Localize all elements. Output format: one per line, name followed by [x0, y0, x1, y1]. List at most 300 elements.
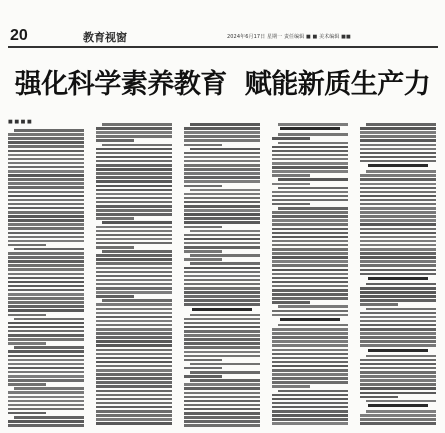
text-line	[8, 285, 84, 288]
text-line	[272, 297, 348, 300]
text-line	[96, 349, 172, 352]
text-line	[272, 236, 348, 239]
text-line	[272, 223, 348, 226]
text-line	[272, 373, 348, 376]
text-line	[360, 375, 436, 378]
text-line	[272, 203, 310, 206]
text-line	[272, 344, 348, 347]
text-line	[8, 412, 46, 415]
text-line	[360, 291, 436, 294]
paragraph-subheading	[368, 277, 428, 280]
text-line	[272, 418, 348, 421]
text-line	[8, 322, 84, 325]
text-line	[190, 379, 260, 382]
text-line	[8, 396, 84, 399]
text-line	[8, 314, 46, 317]
text-line	[184, 424, 260, 427]
text-line	[96, 172, 172, 175]
text-line	[102, 123, 172, 126]
text-line	[8, 309, 84, 312]
text-line	[360, 418, 436, 421]
text-line	[360, 127, 436, 130]
text-line	[96, 127, 172, 130]
text-line	[360, 236, 436, 239]
text-line	[96, 291, 172, 294]
text-line	[8, 223, 84, 226]
text-line	[8, 252, 84, 255]
text-line	[96, 328, 172, 331]
text-line	[190, 262, 260, 265]
text-line	[360, 211, 436, 214]
text-line	[184, 164, 260, 167]
text-line	[278, 207, 348, 210]
text-line	[8, 219, 84, 222]
text-line	[14, 387, 84, 390]
text-line	[272, 314, 348, 317]
text-line	[360, 232, 436, 235]
text-line	[8, 424, 84, 427]
text-line	[272, 349, 348, 352]
text-line	[102, 250, 172, 253]
text-line	[272, 195, 348, 198]
text-line	[8, 240, 84, 243]
text-line	[96, 246, 134, 249]
text-line	[360, 228, 436, 231]
paragraph-subheading	[368, 164, 428, 167]
text-line	[184, 359, 222, 362]
text-line	[272, 381, 348, 384]
page-header	[0, 0, 445, 46]
text-line	[8, 137, 84, 140]
text-line	[360, 392, 436, 395]
text-line	[184, 152, 260, 155]
text-line	[96, 410, 172, 413]
text-line	[8, 293, 84, 296]
text-line	[184, 226, 222, 229]
text-line	[8, 379, 84, 382]
text-line	[184, 185, 222, 188]
text-line	[360, 287, 436, 290]
text-line	[272, 385, 310, 388]
text-line	[272, 289, 348, 292]
text-line	[8, 297, 84, 300]
text-line	[360, 332, 436, 335]
text-line	[190, 148, 260, 151]
text-line	[8, 404, 84, 407]
text-line	[272, 357, 348, 360]
text-line	[184, 168, 260, 171]
text-line	[278, 142, 348, 145]
text-line	[360, 139, 436, 142]
text-line	[96, 303, 172, 306]
text-line	[8, 400, 84, 403]
text-line	[272, 162, 348, 165]
text-line	[184, 242, 260, 245]
issue-info: 2024年6月17日 星期一 责任编辑 ■ ■ 美术编辑 ■■	[227, 34, 351, 40]
paragraph-subheading	[368, 349, 428, 352]
text-line	[360, 379, 436, 382]
text-line	[360, 252, 436, 255]
text-line	[96, 402, 172, 405]
text-line	[184, 144, 222, 147]
text-line	[96, 385, 172, 388]
text-line	[272, 410, 348, 413]
text-line	[96, 279, 172, 282]
text-line	[360, 144, 436, 147]
text-line	[96, 160, 172, 163]
text-line	[96, 336, 172, 339]
text-line	[8, 264, 84, 267]
text-line	[96, 373, 172, 376]
text-line	[278, 187, 348, 190]
text-line	[360, 422, 436, 425]
text-line	[360, 363, 436, 366]
text-line	[8, 166, 84, 169]
text-line	[96, 369, 172, 372]
article-headline	[0, 62, 445, 101]
headline-part-1: 强化科学素养教育	[14, 69, 227, 100]
text-line	[366, 170, 436, 173]
text-line	[96, 390, 172, 393]
text-line	[360, 273, 436, 276]
text-line	[360, 328, 436, 331]
text-line	[360, 160, 436, 163]
text-line	[272, 248, 348, 251]
text-line	[272, 240, 348, 243]
text-line	[190, 123, 260, 126]
text-column	[184, 117, 260, 429]
text-line	[14, 248, 84, 251]
text-line	[190, 230, 260, 233]
text-line	[272, 269, 348, 272]
text-line	[8, 227, 84, 230]
text-line	[96, 135, 172, 138]
text-line	[184, 330, 260, 333]
text-line	[8, 256, 84, 259]
text-line	[96, 176, 172, 179]
text-line	[272, 150, 348, 153]
text-line	[184, 271, 260, 274]
text-line	[8, 133, 84, 136]
page-number: 20	[10, 27, 28, 44]
text-line	[8, 141, 84, 144]
text-line	[272, 377, 348, 380]
text-line	[184, 322, 260, 325]
text-line	[14, 346, 84, 349]
text-line	[8, 199, 84, 202]
text-line	[360, 240, 436, 243]
text-line	[184, 375, 222, 378]
text-line	[96, 332, 172, 335]
text-line	[184, 201, 260, 204]
text-line	[8, 334, 84, 337]
text-line	[184, 213, 260, 216]
text-line	[272, 215, 348, 218]
text-line	[272, 293, 348, 296]
text-line	[360, 203, 436, 206]
text-line	[360, 383, 436, 386]
text-line	[8, 207, 84, 210]
text-line	[272, 199, 348, 202]
text-line	[96, 242, 172, 245]
text-line	[366, 355, 436, 358]
text-line	[102, 299, 172, 302]
text-line	[102, 221, 172, 224]
text-line	[272, 394, 348, 397]
text-line	[8, 158, 84, 161]
text-line	[8, 367, 84, 370]
text-line	[360, 148, 436, 151]
text-line	[8, 359, 84, 362]
text-line	[96, 406, 172, 409]
text-line	[278, 123, 348, 126]
text-line	[8, 268, 84, 271]
text-line	[102, 144, 172, 147]
text-line	[96, 217, 134, 220]
text-line	[184, 217, 260, 220]
text-line	[8, 145, 84, 148]
text-line	[184, 396, 260, 399]
text-line	[96, 287, 172, 290]
text-line	[360, 371, 436, 374]
text-line	[184, 416, 260, 419]
text-line	[96, 365, 172, 368]
text-line	[184, 193, 260, 196]
text-line	[8, 355, 84, 358]
text-line	[272, 183, 310, 186]
text-line	[8, 170, 84, 173]
text-line	[96, 238, 172, 241]
text-line	[360, 367, 436, 370]
text-line	[184, 135, 260, 138]
text-line	[184, 412, 260, 415]
text-line	[8, 182, 84, 185]
text-line	[96, 254, 172, 257]
text-line	[184, 160, 260, 163]
text-line	[8, 289, 84, 292]
text-line	[184, 283, 260, 286]
text-line	[8, 154, 84, 157]
text-line	[8, 363, 84, 366]
text-line	[8, 281, 84, 284]
text-line	[184, 172, 260, 175]
text-line	[8, 371, 84, 374]
text-line	[8, 342, 46, 345]
text-line	[184, 351, 260, 354]
text-line	[96, 308, 172, 311]
text-column	[96, 117, 172, 429]
text-line	[8, 338, 84, 341]
text-line	[184, 400, 260, 403]
text-line	[360, 207, 436, 210]
text-line	[184, 334, 260, 337]
text-line	[360, 191, 436, 194]
text-line	[8, 195, 84, 198]
text-line	[96, 234, 172, 237]
text-line	[272, 406, 348, 409]
text-line	[360, 359, 436, 362]
text-line	[184, 299, 260, 302]
text-line	[184, 420, 260, 423]
text-line	[96, 344, 172, 347]
text-line	[272, 285, 348, 288]
text-line	[96, 275, 172, 278]
text-line	[272, 228, 348, 231]
text-line	[8, 408, 84, 411]
text-line	[360, 336, 436, 339]
text-line	[272, 273, 348, 276]
text-line	[96, 201, 172, 204]
text-line	[360, 187, 436, 190]
text-line	[360, 295, 436, 298]
text-line	[272, 281, 348, 284]
text-line	[184, 238, 260, 241]
text-line	[184, 303, 260, 306]
text-line	[272, 260, 348, 263]
text-line	[8, 186, 84, 189]
text-line	[96, 168, 172, 171]
text-line	[14, 129, 84, 132]
text-line	[184, 209, 260, 212]
text-line	[96, 209, 172, 212]
text-line	[360, 260, 436, 263]
text-line	[272, 422, 348, 425]
text-line	[184, 295, 260, 298]
text-line	[184, 291, 260, 294]
text-line	[184, 275, 260, 278]
text-line	[96, 205, 172, 208]
text-line	[272, 365, 348, 368]
text-line	[272, 336, 348, 339]
text-line	[272, 137, 310, 140]
text-line	[96, 152, 172, 155]
text-line	[96, 131, 172, 134]
text-line	[96, 267, 172, 270]
paragraph-subheading	[192, 308, 252, 311]
text-line	[184, 383, 260, 386]
text-line	[360, 344, 436, 347]
text-line	[272, 398, 348, 401]
text-line	[14, 416, 84, 419]
text-line	[184, 392, 260, 395]
text-line	[184, 338, 260, 341]
text-line	[96, 361, 172, 364]
text-line	[360, 215, 436, 218]
text-line	[184, 139, 260, 142]
text-line	[8, 330, 84, 333]
text-line	[8, 174, 84, 177]
text-column	[8, 117, 84, 429]
text-line	[272, 361, 348, 364]
text-line	[272, 353, 348, 356]
text-line	[96, 164, 172, 167]
text-line	[8, 150, 84, 153]
text-line	[272, 277, 348, 280]
text-line	[96, 316, 172, 319]
text-line	[96, 422, 172, 425]
text-line	[184, 180, 260, 183]
text-line	[184, 246, 260, 249]
text-line	[184, 156, 260, 159]
text-line	[96, 189, 172, 192]
text-line	[366, 400, 436, 403]
text-line	[96, 394, 172, 397]
text-line	[96, 271, 172, 274]
text-line	[360, 340, 436, 343]
text-line	[278, 390, 348, 393]
text-line	[8, 244, 46, 247]
text-line	[272, 414, 348, 417]
text-line	[184, 355, 260, 358]
text-line	[360, 174, 436, 177]
text-line	[96, 258, 172, 261]
text-line	[190, 189, 260, 192]
text-line	[184, 234, 260, 237]
text-line	[360, 131, 436, 134]
text-line	[360, 178, 436, 181]
text-line	[360, 264, 436, 267]
text-line	[360, 156, 436, 159]
text-line	[184, 342, 260, 345]
text-line	[272, 154, 348, 157]
text-line	[8, 215, 84, 218]
text-line	[8, 277, 84, 280]
text-line	[366, 308, 436, 311]
text-line	[360, 312, 436, 315]
text-line	[8, 178, 84, 181]
text-line	[8, 260, 84, 263]
text-line	[360, 299, 436, 302]
text-line	[272, 332, 348, 335]
text-line	[360, 135, 436, 138]
text-line	[272, 170, 348, 173]
text-line	[96, 148, 172, 151]
text-line	[272, 328, 348, 331]
text-line	[272, 340, 348, 343]
text-line	[184, 346, 260, 349]
text-line	[8, 211, 84, 214]
paragraph-subheading	[368, 404, 428, 407]
text-line	[366, 283, 436, 286]
text-line	[96, 295, 134, 298]
text-line	[278, 133, 348, 136]
text-line	[272, 191, 348, 194]
text-line	[8, 326, 84, 329]
headline-part-2: 赋能新质生产力	[244, 69, 431, 100]
text-line	[8, 236, 84, 239]
text-line	[8, 391, 84, 394]
text-line	[272, 232, 348, 235]
text-line	[278, 324, 348, 327]
text-line	[360, 244, 436, 247]
text-line	[272, 219, 348, 222]
text-line	[272, 369, 348, 372]
paragraph-subheading	[280, 127, 340, 130]
text-line	[8, 305, 84, 308]
text-line	[96, 226, 172, 229]
paragraph-subheading	[280, 318, 340, 321]
text-line	[272, 256, 348, 259]
text-column	[360, 117, 436, 429]
text-line	[184, 221, 260, 224]
text-line	[184, 367, 222, 370]
byline: ■ ■ ■ ■	[8, 119, 32, 125]
text-line	[360, 195, 436, 198]
text-line	[360, 256, 436, 259]
text-line	[360, 324, 436, 327]
text-line	[360, 303, 398, 306]
text-line	[272, 402, 348, 405]
